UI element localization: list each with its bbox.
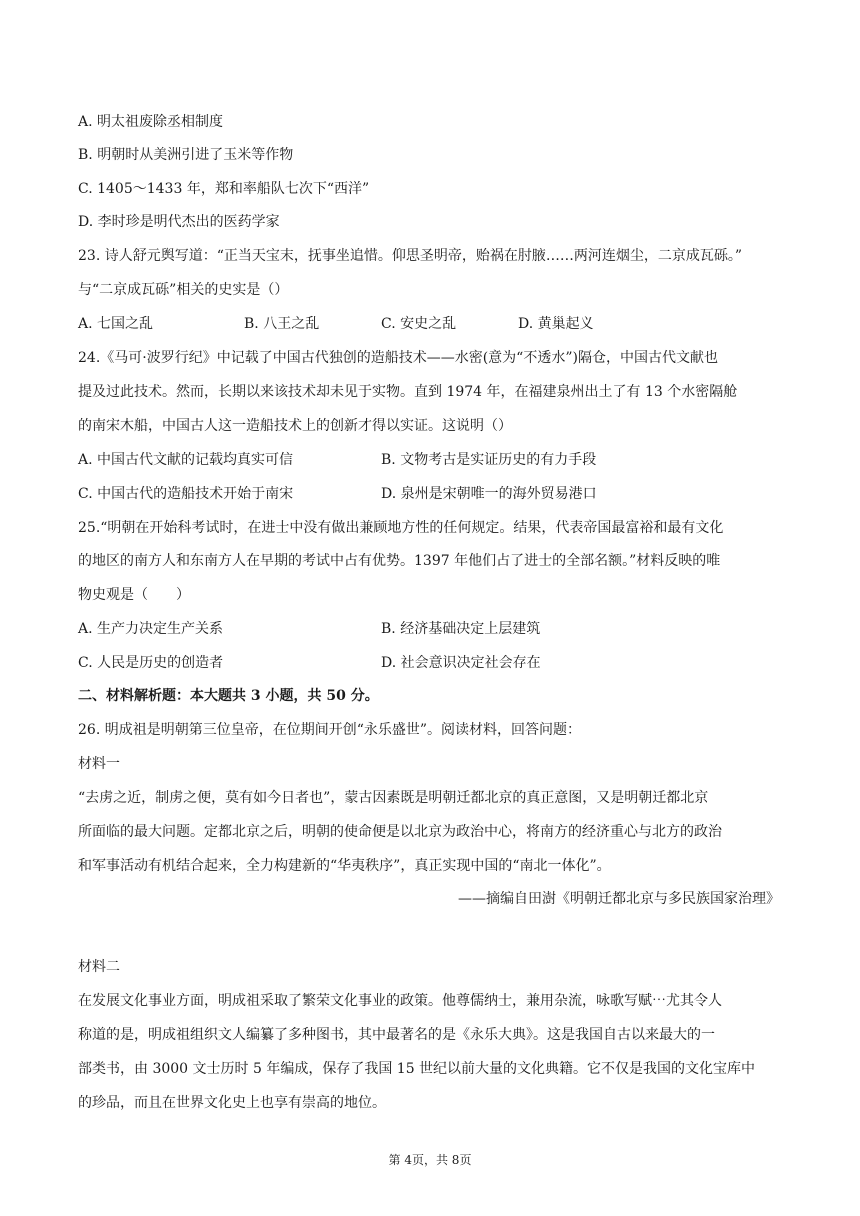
- q23-stem-line1: 23. 诗人舒元舆写道：“正当天宝末，抚事坐追惜。仰思圣明帝，贻祸在肘腋……两河连烟尘，二京成瓦砾。”: [78, 248, 743, 264]
- material-1-line3: 和军事活动有机结合起来，全力构建新的“华夷秩序”，真正实现中国的“南北一体化”。: [78, 858, 611, 874]
- q25-option-b: B. 经济基础决定上层建筑: [381, 621, 541, 637]
- q24-option-d: D. 泉州是宋朝唯一的海外贸易港口: [381, 486, 597, 502]
- material-2-line2: 称道的是，明成祖组织文人编纂了多种图书，其中最著名的是《永乐大典》。这是我国自古以来最大的一: [78, 1027, 715, 1043]
- q22-option-c: C. 1405～1433 年，郑和率船队七次下“西洋”: [78, 181, 370, 197]
- q25-option-c: C. 人民是历史的创造者: [78, 655, 224, 671]
- q23-option-b: B. 八王之乱: [244, 316, 320, 332]
- section-heading: 二、材料解析题：本大题共 3 小题，共 50 分。: [78, 688, 379, 704]
- q26-intro: 26. 明成祖是明朝第三位皇帝，在位期间开创“永乐盛世”。阅读材料，回答问题：: [78, 722, 582, 738]
- page-number: 第 4页，共 8页: [388, 1153, 472, 1167]
- q24-option-c: C. 中国古代的造船技术开始于南宋: [78, 486, 294, 502]
- q24-option-b: B. 文物考古是实证历史的有力手段: [381, 452, 597, 468]
- q24-option-a: A. 中国古代文献的记载均真实可信: [78, 452, 294, 468]
- q23-option-c: C. 安史之乱: [381, 316, 457, 332]
- q22-option-a: A. 明太祖废除丞相制度: [78, 114, 224, 130]
- q22-option-d: D. 李时珍是明代杰出的医药学家: [78, 214, 280, 230]
- q24-stem-line1: 24.《马可·波罗行纪》中记载了中国古代独创的造船技术——水密(意为“不透水”)隔仓，中国古代文献也: [78, 350, 718, 366]
- material-1-line1: “去虏之近，制虏之便，莫有如今日者也”，蒙古因素既是明朝迁都北京的真正意图，又是明朝迁都北京: [78, 790, 709, 806]
- q25-stem-line1: 25.“明朝在开始科考试时，在进士中没有做出兼顾地方性的任何规定。结果，代表帝国最富裕和最有文化: [78, 520, 724, 536]
- q24-stem-line2: 提及过此技术。然而，长期以来该技术却未见于实物。直到 1974 年，在福建泉州出土了有 13 个水密隔舱: [78, 384, 738, 400]
- material-1-title: 材料一: [78, 756, 120, 772]
- q23-stem-line2: 与“二京成瓦砾”相关的史实是（）: [78, 282, 289, 298]
- q24-stem-line3: 的南宋木船，中国古人这一造船技术上的创新才得以实证。这说明（）: [78, 418, 512, 434]
- material-1-line2: 所面临的最大问题。定都北京之后，明朝的使命便是以北京为政治中心，将南方的经济重心与北方的政治: [78, 824, 722, 840]
- material-2-line3: 部类书，由 3000 文士历时 5 年编成，保存了我国 15 世纪以前大量的文化典籍。它不仅是我国的文化宝库中: [78, 1061, 756, 1077]
- material-2-title: 材料二: [78, 959, 120, 975]
- material-2-line1: 在发展文化事业方面，明成祖采取了繁荣文化事业的政策。他尊儒纳士，兼用杂流，咏歌写赋⋯尤其令人: [78, 993, 722, 1009]
- q25-stem-line2: 的地区的南方人和东南方人在早期的考试中占有优势。1397 年他们占了进士的全部名额。”材料反映的唯: [78, 553, 721, 569]
- q23-option-d: D. 黄巢起义: [518, 316, 594, 332]
- material-1-source: ——摘编自田澍《明朝迁都北京与多民族国家治理》: [458, 891, 780, 907]
- material-2-line4: 的珍品，而且在世界文化史上也享有崇高的地位。: [78, 1095, 386, 1111]
- q25-option-a: A. 生产力决定生产关系: [78, 621, 224, 637]
- q25-stem-line3: 物史观是（ ）: [78, 587, 190, 603]
- q23-option-a: A. 七国之乱: [78, 316, 154, 332]
- q22-option-b: B. 明朝时从美洲引进了玉米等作物: [78, 147, 294, 163]
- q25-option-d: D. 社会意识决定社会存在: [381, 655, 541, 671]
